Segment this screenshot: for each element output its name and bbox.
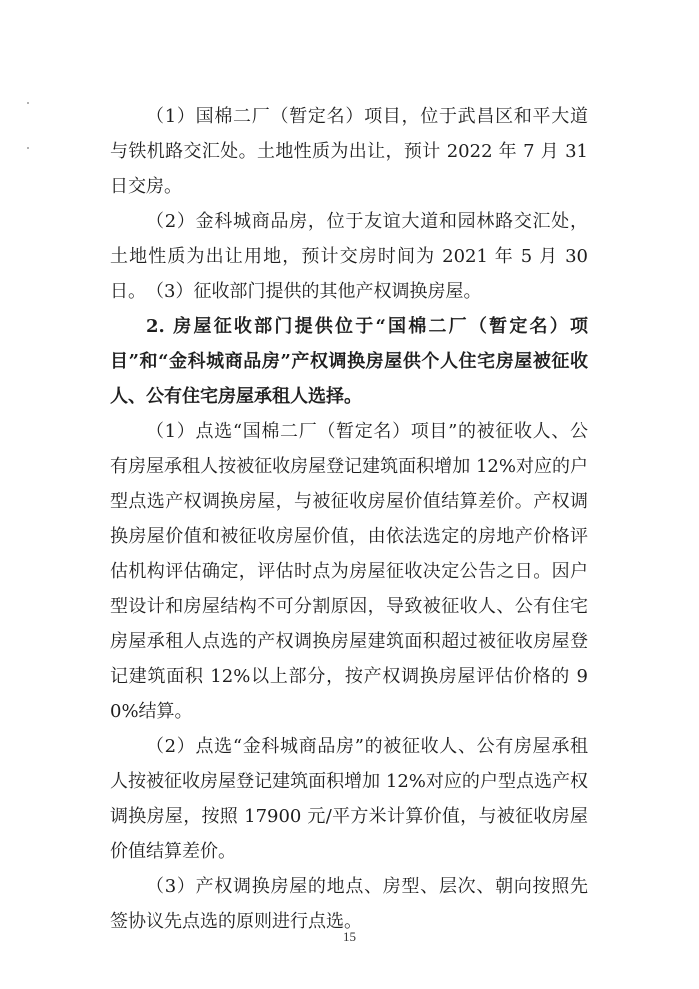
- scan-speck: [27, 102, 29, 104]
- paragraph-item-3: （3）征收部门提供的其他产权调换房屋。: [146, 281, 482, 302]
- scan-speck: [27, 147, 29, 149]
- paragraph-section-2-heading: 2. 房屋征收部门提供位于“国棉二厂（暂定名）项目”和“金科城商品房”产权调换房屋供个人住宅房屋被征收人、公有住宅房屋承租人选择。: [110, 316, 588, 407]
- paragraph-item-2: （2）金科城商品房，位于友谊大道和园林路交汇处，土地性质为出让用地，预计交房时间为 2021 年 5 月 30 日。: [110, 211, 588, 302]
- paragraph-option-3: （3）产权调换房屋的地点、房型、层次、朝向按照先签协议先点选的原则进行点选。: [110, 876, 588, 932]
- page-number: 15: [343, 929, 356, 944]
- paragraph-option-2: （2）点选“金科城商品房”的被征收人、公有房屋承租人按被征收房屋登记建筑面积增加 12%对应的户型点选产权调换房屋，按照 17900 元/平方米计算价值，与被征收房屋价值结算差价。: [110, 736, 588, 862]
- paragraph-option-1: （1）点选“国棉二厂（暂定名）项目”的被征收人、公有房屋承租人按被征收房屋登记建筑面积增加 12%对应的户型点选产权调换房屋，与被征收房屋价值结算差价。产权调换房屋价值和被征收房屋价值，由依法选定的房地产价格评估机构评估确定，评估时点为房屋征收决定公告之日。因户型设计和房屋结构不可分割原因，导致被征收人、公有住宅房屋承租人点选的产权调换房屋建筑面积超过被征收房屋登记建筑面积 12%以上部分，按产权调换房屋评估价格的 90%结算。: [110, 421, 588, 722]
- paragraph-item-1: （1）国棉二厂（暂定名）项目，位于武昌区和平大道与铁机路交汇处。土地性质为出让，预计 2022 年 7 月 31 日交房。: [110, 106, 588, 197]
